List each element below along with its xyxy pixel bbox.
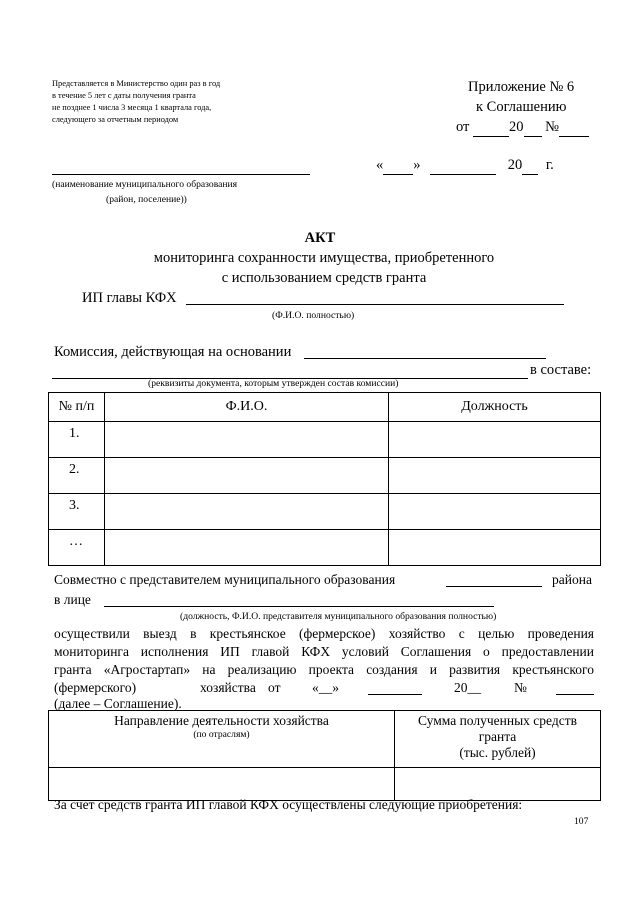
member-position-cell — [389, 458, 601, 494]
column-header-position: Должность — [389, 393, 601, 422]
requisites-caption: (реквизиты документа, которым утвержден состав комиссии) — [148, 378, 399, 389]
row-number: 3. — [49, 494, 105, 530]
representative-caption: (должность, Ф.И.О. представителя муниципального образования полностью) — [180, 611, 497, 622]
date-month-blank — [430, 157, 496, 175]
representative-line — [104, 606, 494, 607]
municipality-line — [52, 174, 310, 175]
agreement-number-blank — [556, 694, 594, 695]
commission-members-table — [48, 392, 601, 566]
date-day-blank — [383, 157, 413, 175]
act-title: АКТ — [304, 230, 336, 246]
member-position-cell — [389, 530, 601, 566]
joint-para-line: мониторинга исполнения ИП главой КФХ условий Соглашения о предоставлении — [54, 644, 594, 659]
date-year-blank — [522, 157, 538, 175]
amount-title-3: (тыс. рублей) — [459, 745, 536, 760]
table-row — [49, 458, 601, 494]
municipality-caption-2: (район, поселение)) — [106, 194, 187, 205]
joint-para-line: гранта «Агростартап» на реализацию проекта создания и развития крестьянского — [54, 662, 594, 677]
member-fio-cell — [105, 458, 389, 494]
table-row — [49, 422, 601, 458]
commission-suffix: в составе: — [530, 362, 592, 378]
column-header-amount — [395, 711, 601, 768]
table-row — [49, 530, 601, 566]
joint-para-4e: 20__ — [454, 680, 481, 695]
row-number: … — [49, 530, 105, 566]
joint-para-4c: от — [268, 680, 281, 695]
commission-basis-line — [304, 358, 546, 359]
joint-para-4a: (фермерского) — [54, 680, 137, 695]
column-header-direction — [49, 711, 395, 768]
appendix-date-line — [456, 119, 589, 137]
row-number: 2. — [49, 458, 105, 494]
appendix-title: Приложение № 6 — [468, 79, 575, 95]
direction-title: Направление деятельности хозяйства — [114, 713, 329, 728]
row-number: 1. — [49, 422, 105, 458]
member-position-cell — [389, 494, 601, 530]
notice-line: следующего за отчетным периодом — [52, 115, 179, 124]
purchases-text: За счет средств гранта ИП главой КФХ осуществлены следующие приобретения: — [54, 797, 523, 812]
member-fio-cell — [105, 422, 389, 458]
joint-para-line: осуществили выезд в крестьянское (фермерское) хозяйство с целью проведения — [54, 626, 594, 641]
joint-line-1: Совместно с представителем муниципального образования — [54, 572, 396, 587]
joint-in-person: в лице — [54, 592, 91, 607]
appendix-number-sign: № — [545, 119, 559, 135]
appendix-date-blank — [473, 119, 509, 137]
act-subtitle-1: мониторинга сохранности имущества, приобретенного — [153, 250, 495, 266]
commission-text: Комиссия, действующая на основании — [54, 344, 292, 360]
appendix-year-blank — [524, 119, 542, 137]
appendix-year: 20 — [509, 119, 524, 135]
appendix-agreement: к Соглашению — [476, 99, 567, 115]
ip-name-line — [186, 304, 564, 305]
amount-cell — [395, 768, 601, 801]
page-number: 107 — [574, 816, 589, 827]
notice-line: не позднее 1 числа 3 месяца 1 квартала года, — [52, 103, 212, 112]
notice-line: в течение 5 лет с даты получения гранта — [52, 91, 196, 100]
member-fio-cell — [105, 494, 389, 530]
fio-caption: (Ф.И.О. полностью) — [272, 310, 355, 321]
joint-para-5: (далее – Соглашение). — [54, 696, 182, 711]
appendix-from: от — [456, 119, 470, 135]
amount-title-1: Сумма полученных средств — [417, 713, 577, 728]
amount-title-2: гранта — [478, 729, 517, 744]
joint-para-4d: «__» — [312, 680, 339, 695]
grant-table — [48, 710, 601, 801]
joint-district-word: района — [552, 572, 592, 587]
agreement-date-blank — [368, 694, 422, 695]
member-fio-cell — [105, 530, 389, 566]
column-header-fio: Ф.И.О. — [105, 393, 389, 422]
district-blank-line — [446, 586, 542, 587]
act-date-line: « » 20 г. — [376, 157, 554, 173]
member-position-cell — [389, 422, 601, 458]
table-row — [49, 494, 601, 530]
appendix-number-blank — [559, 119, 589, 137]
table-header-row — [49, 393, 601, 422]
act-subtitle-2: с использованием средств гранта — [221, 270, 427, 286]
table-header-row — [49, 711, 601, 768]
joint-para-4f: № — [514, 680, 527, 695]
submission-notice — [52, 78, 220, 126]
direction-subtitle: (по отраслям) — [193, 729, 250, 740]
table-row — [49, 768, 601, 801]
notice-line: Представляется в Министерство один раз в год — [52, 79, 221, 88]
column-header-number: № п/п — [49, 393, 105, 422]
direction-cell — [49, 768, 395, 801]
municipality-caption: (наименование муниципального образования — [52, 179, 238, 190]
joint-para-4b: хозяйства — [200, 680, 256, 695]
ip-label: ИП главы КФХ — [82, 290, 177, 306]
